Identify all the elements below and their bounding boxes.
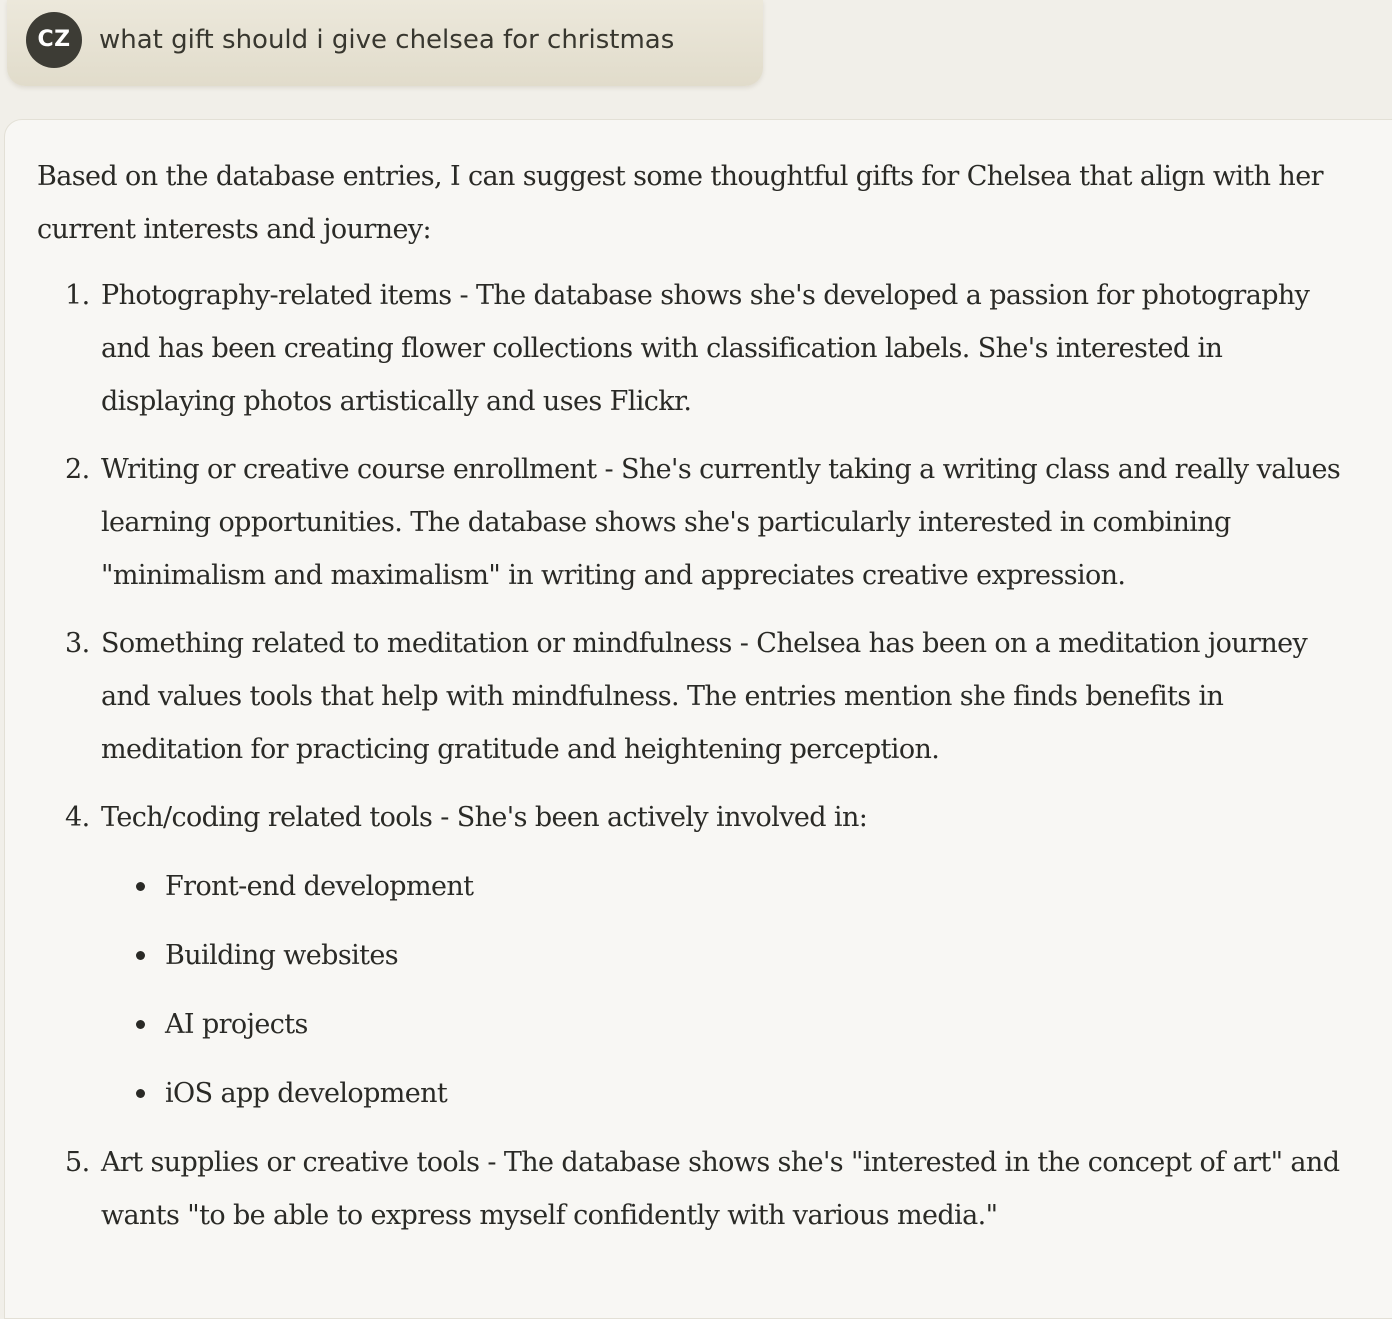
response-content bbox=[37, 150, 1347, 1257]
gift-suggestion-list bbox=[37, 269, 1347, 1242]
sub-list-item-text: Front-end development bbox=[165, 871, 474, 902]
list-item bbox=[65, 617, 1347, 776]
tech-interests-list bbox=[101, 860, 1347, 1120]
list-item-text: Tech/coding related tools - She's been actively involved in: bbox=[101, 802, 868, 833]
bullet-icon bbox=[136, 882, 145, 891]
sub-list-item-text: Building websites bbox=[165, 940, 399, 971]
user-message-bubble bbox=[7, 0, 763, 86]
response-intro: Based on the database entries, I can suggest some thoughtful gifts for Chelsea that align with her current interests and journey: bbox=[37, 161, 1323, 245]
list-item-text: Something related to meditation or mindfulness - Chelsea has been on a meditation journey and values tools that help with mindfulness. The entries mention she finds benefits in meditation for practicing gratitude and heightening perception. bbox=[101, 628, 1308, 765]
list-item bbox=[65, 791, 1347, 1120]
list-item bbox=[65, 1136, 1347, 1242]
list-item-text: Writing or creative course enrollment - She's currently taking a writing class and really values learning opportunities. The database shows she's particularly interested in combining "minimalism and maximalism" in writing and appreciates creative expression. bbox=[101, 454, 1341, 591]
sub-list-item bbox=[165, 998, 1347, 1051]
assistant-response bbox=[4, 119, 1392, 1319]
list-item-number: 4. bbox=[65, 802, 90, 833]
sub-list-item-text: AI projects bbox=[165, 1009, 308, 1040]
user-avatar[interactable]: CZ bbox=[26, 12, 82, 68]
bullet-icon bbox=[136, 1089, 145, 1098]
list-item-text: Photography-related items - The database shows she's developed a passion for photography and has been creating flower collections with classification labels. She's interested in displaying photos artistically and uses Flickr. bbox=[101, 280, 1310, 417]
sub-list-item bbox=[165, 860, 1347, 913]
list-item-number: 2. bbox=[65, 454, 90, 485]
list-item-text: Art supplies or creative tools - The database shows she's "interested in the concept of art" and wants "to be able to express myself confidently with various media." bbox=[101, 1147, 1340, 1231]
list-item bbox=[65, 443, 1347, 602]
bullet-icon bbox=[136, 951, 145, 960]
list-item-number: 5. bbox=[65, 1147, 90, 1178]
list-item-number: 1. bbox=[65, 280, 90, 311]
sub-list-item-text: iOS app development bbox=[165, 1078, 448, 1109]
bullet-icon bbox=[136, 1020, 145, 1029]
sub-list-item bbox=[165, 929, 1347, 982]
list-item bbox=[65, 269, 1347, 428]
sub-list-item bbox=[165, 1067, 1347, 1120]
user-message-text: what gift should i give chelsea for christmas bbox=[99, 25, 675, 55]
list-item-number: 3. bbox=[65, 628, 90, 659]
